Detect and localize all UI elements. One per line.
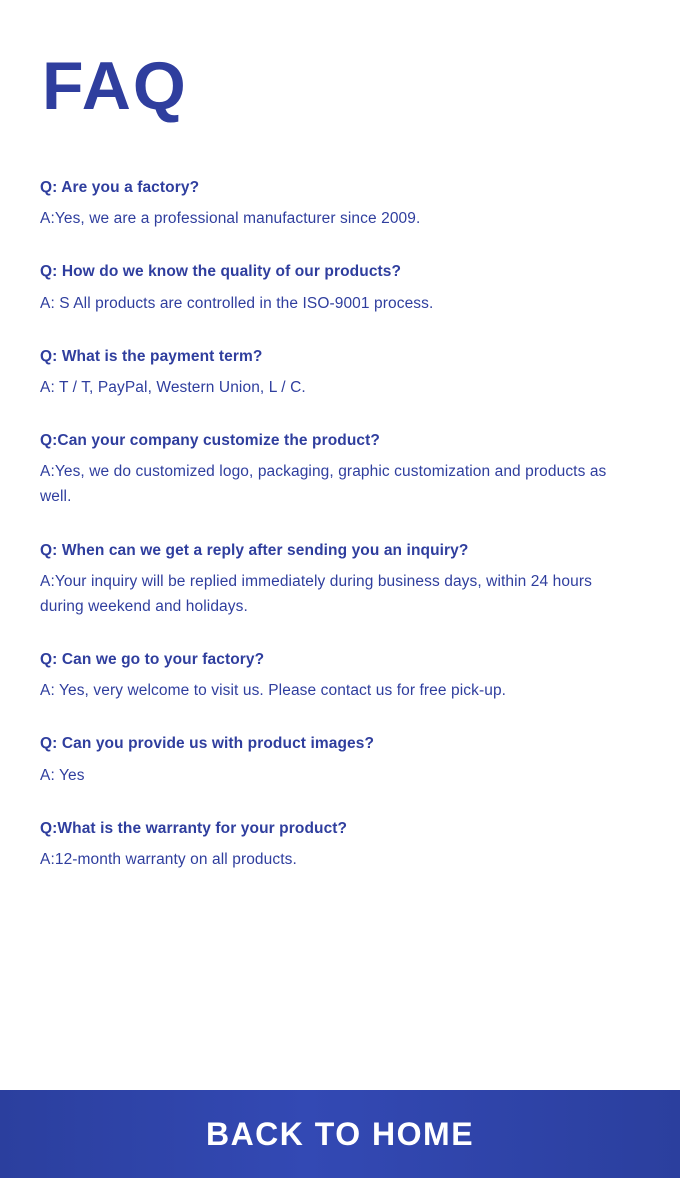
faq-answer: A:Yes, we are a professional manufacturer since 2009. [40,210,421,228]
bottom-spacer [40,901,640,1021]
back-to-home-label: BACK TO HOME [205,1115,475,1152]
faq-answer: A: T / T, PayPal, Western Union, L / C. [40,378,306,396]
faq-item [40,429,640,509]
faq-item [40,732,640,787]
faq-question: Q: What is the payment term? [40,347,263,365]
back-to-home-button[interactable] [0,1090,680,1178]
faq-answer: A:12-month warranty on all products. [40,850,297,868]
faq-item [40,345,640,400]
faq-answer: A: Yes [40,766,85,784]
faq-question: Q: When can we get a reply after sending you an inquiry? [40,541,469,559]
faq-item [40,176,640,231]
faq-item [40,539,640,619]
faq-answer: A: S All products are controlled in the ISO-9001 process. [40,294,434,312]
page-title: FAQ [42,48,188,124]
faq-question: Q: Can we go to your factory? [40,651,265,669]
faq-question: Q: Can you provide us with product images? [40,735,375,753]
faq-question: Q: How do we know the quality of our products? [40,263,402,281]
faq-item [40,817,640,872]
faq-answer: A:Yes, we do customized logo, packaging, graphic customization and products as well. [40,463,607,506]
faq-item [40,260,640,315]
faq-item [40,648,640,703]
faq-question: Q:What is the warranty for your product? [40,819,348,837]
faq-answer: A:Your inquiry will be replied immediately during business days, within 24 hours during weekend and holidays. [40,572,592,615]
faq-question: Q: Are you a factory? [40,179,200,196]
faq-question: Q:Can your company customize the product? [40,432,380,450]
faq-answer: A: Yes, very welcome to visit us. Please contact us for free pick-up. [40,682,507,700]
